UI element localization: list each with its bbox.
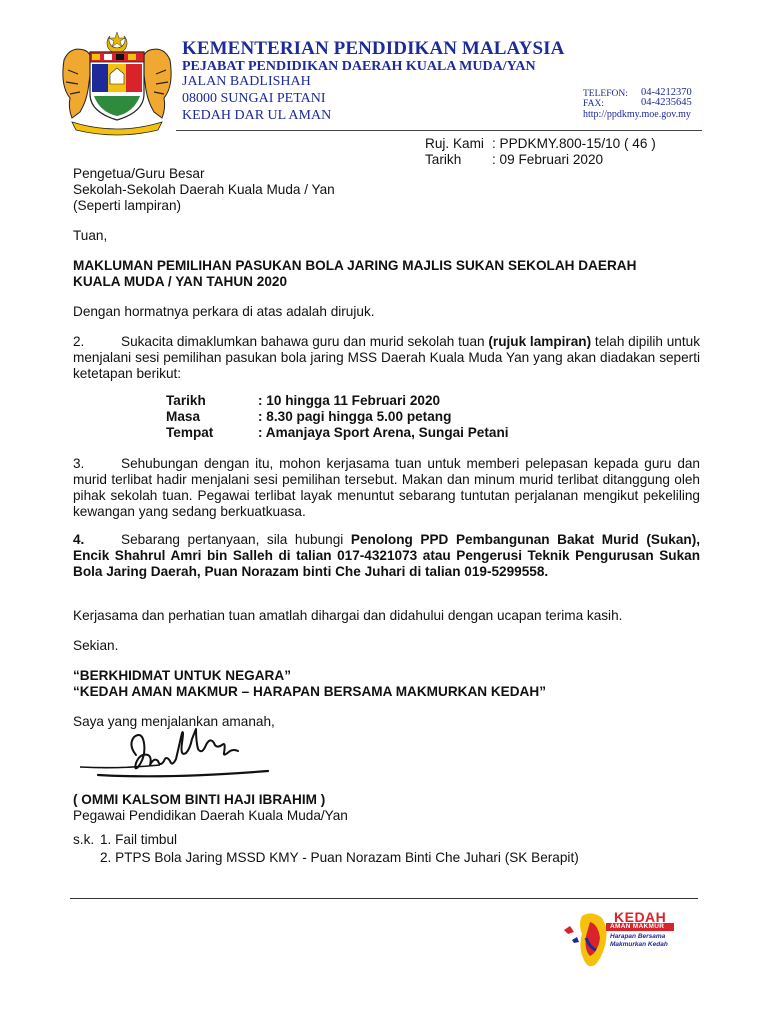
kedah-logo-banner: AMAN MAKMUR xyxy=(610,923,665,930)
subject-line-1: MAKLUMAN PEMILIHAN PASUKAN BOLA JARING MAJLIS SUKAN SEKOLAH DAERAH xyxy=(73,258,637,273)
coat-of-arms-icon xyxy=(58,30,176,136)
recipient-line-1: Pengetua/Guru Besar xyxy=(73,166,205,181)
ref-value: : PPDKMY.800-15/10 ( 46 ) xyxy=(492,136,656,151)
paragraph-4-text: Sebarang pertanyaan, sila hubungi xyxy=(121,532,351,547)
closing-line: Kerjasama dan perhatian tuan amatlah dihargai dan didahului dengan ucapan terima kasih. xyxy=(73,608,623,623)
motto-2: “KEDAH AMAN MAKMUR – HARAPAN BERSAMA MAKMURKAN KEDAH” xyxy=(73,684,546,699)
recipient-line-2: Sekolah-Sekolah Daerah Kuala Muda / Yan xyxy=(73,182,335,197)
subject-line-2: KUALA MUDA / YAN TAHUN 2020 xyxy=(73,274,288,289)
date-label: Tarikh xyxy=(425,152,462,167)
telefon-number: 04-4212370 xyxy=(641,87,692,98)
paragraph-3 xyxy=(73,456,700,520)
kedah-logo-tagline-1: Harapan Bersama xyxy=(610,933,666,940)
footer-divider xyxy=(70,898,698,899)
paragraph-2-bold: (rujuk lampiran) xyxy=(488,334,592,349)
paragraph-2 xyxy=(73,334,700,382)
fax-label: FAX: xyxy=(583,99,604,109)
paragraph-3-number: 3. xyxy=(73,456,85,471)
signatory-name: ( OMMI KALSOM BINTI HAJI IBRAHIM ) xyxy=(73,792,326,807)
paragraph-2-text: Sukacita dimaklumkan bahawa guru dan murid sekolah tuan xyxy=(121,334,489,349)
ref-label: Ruj. Kami xyxy=(425,136,484,151)
paragraph-4-number: 4. xyxy=(73,532,85,547)
kedah-logo-tagline-2: Makmurkan Kedah xyxy=(610,941,668,948)
signatory-title: Pegawai Pendidikan Daerah Kuala Muda/Yan xyxy=(73,808,348,823)
detail-label-tarikh: Tarikh xyxy=(166,393,206,408)
sekian: Sekian. xyxy=(73,638,119,653)
kedah-logo xyxy=(560,908,680,972)
salutation: Tuan, xyxy=(73,228,108,243)
signature-icon xyxy=(78,725,278,793)
cc-label: s.k. xyxy=(73,832,95,847)
motto-1: “BERKHIDMAT UNTUK NEGARA” xyxy=(73,668,291,683)
fax-number: 04-4235645 xyxy=(641,97,692,108)
website-link[interactable]: http://ppdkmy.moe.gov.my xyxy=(583,109,691,120)
letterhead-divider xyxy=(176,130,702,131)
detail-value-masa: : 8.30 pagi hingga 5.00 petang xyxy=(258,409,452,424)
paragraph-3-text: Sehubungan dengan itu, mohon kerjasama tuan untuk memberi pelepasan kepada guru dan murid terlibat hadir menjalani sesi pemilihan tersebut. Makan dan minum murid terlibat ditanggung oleh pihak sekolah tuan. Pegawai terlibat layak menuntut sebarang tuntutan perjalanan mengikut pekeliling kewangan yang sedang berkuatkuasa. xyxy=(73,456,700,519)
opening-line: Dengan hormatnya perkara di atas adalah dirujuk. xyxy=(73,304,375,319)
paragraph-4 xyxy=(73,532,700,580)
address-line-1: JALAN BADLISHAH xyxy=(182,74,311,89)
detail-value-tempat: : Amanjaya Sport Arena, Sungai Petani xyxy=(258,425,509,440)
cc-item-2: 2. PTPS Bola Jaring MSSD KMY - Puan Norazam Binti Che Juhari (SK Berapit) xyxy=(100,850,579,865)
date-value: : 09 Februari 2020 xyxy=(492,152,604,167)
detail-value-tarikh: : 10 hingga 11 Februari 2020 xyxy=(258,393,441,408)
address-line-3: KEDAH DAR UL AMAN xyxy=(182,108,332,123)
kedah-logo-name: KEDAH xyxy=(614,909,667,925)
office-name: PEJABAT PENDIDIKAN DAERAH KUALA MUDA/YAN xyxy=(182,59,536,74)
paragraph-2-text-end: telah dipilih untuk menjalani sesi pemilihan pasukan bola jaring MSS Daerah Kuala Muda Yan yang akan diadakan seperti ketetapan berikut: xyxy=(73,334,700,381)
detail-label-masa: Masa xyxy=(166,409,201,424)
address-line-2: 08000 SUNGAI PETANI xyxy=(182,91,326,106)
paragraph-2-number: 2. xyxy=(73,334,85,349)
ministry-name: KEMENTERIAN PENDIDIKAN MALAYSIA xyxy=(182,38,565,59)
telefon-label: TELEFON: xyxy=(583,89,628,99)
paragraph-4-bold: Penolong PPD Pembangunan Bakat Murid (Sukan), Encik Shahrul Amri bin Salleh di talian 017-4321073 atau Pengerusi Teknik Pengurusan Sukan Bola Jaring Daerah, Puan Norazam binti Che Juhari di talian 019-5299558. xyxy=(73,532,701,579)
recipient-line-3: (Seperti lampiran) xyxy=(73,198,182,213)
cc-item-1: 1. Fail timbul xyxy=(100,832,178,847)
sign-off: Saya yang menjalankan amanah, xyxy=(73,714,275,729)
detail-label-tempat: Tempat xyxy=(166,425,214,440)
